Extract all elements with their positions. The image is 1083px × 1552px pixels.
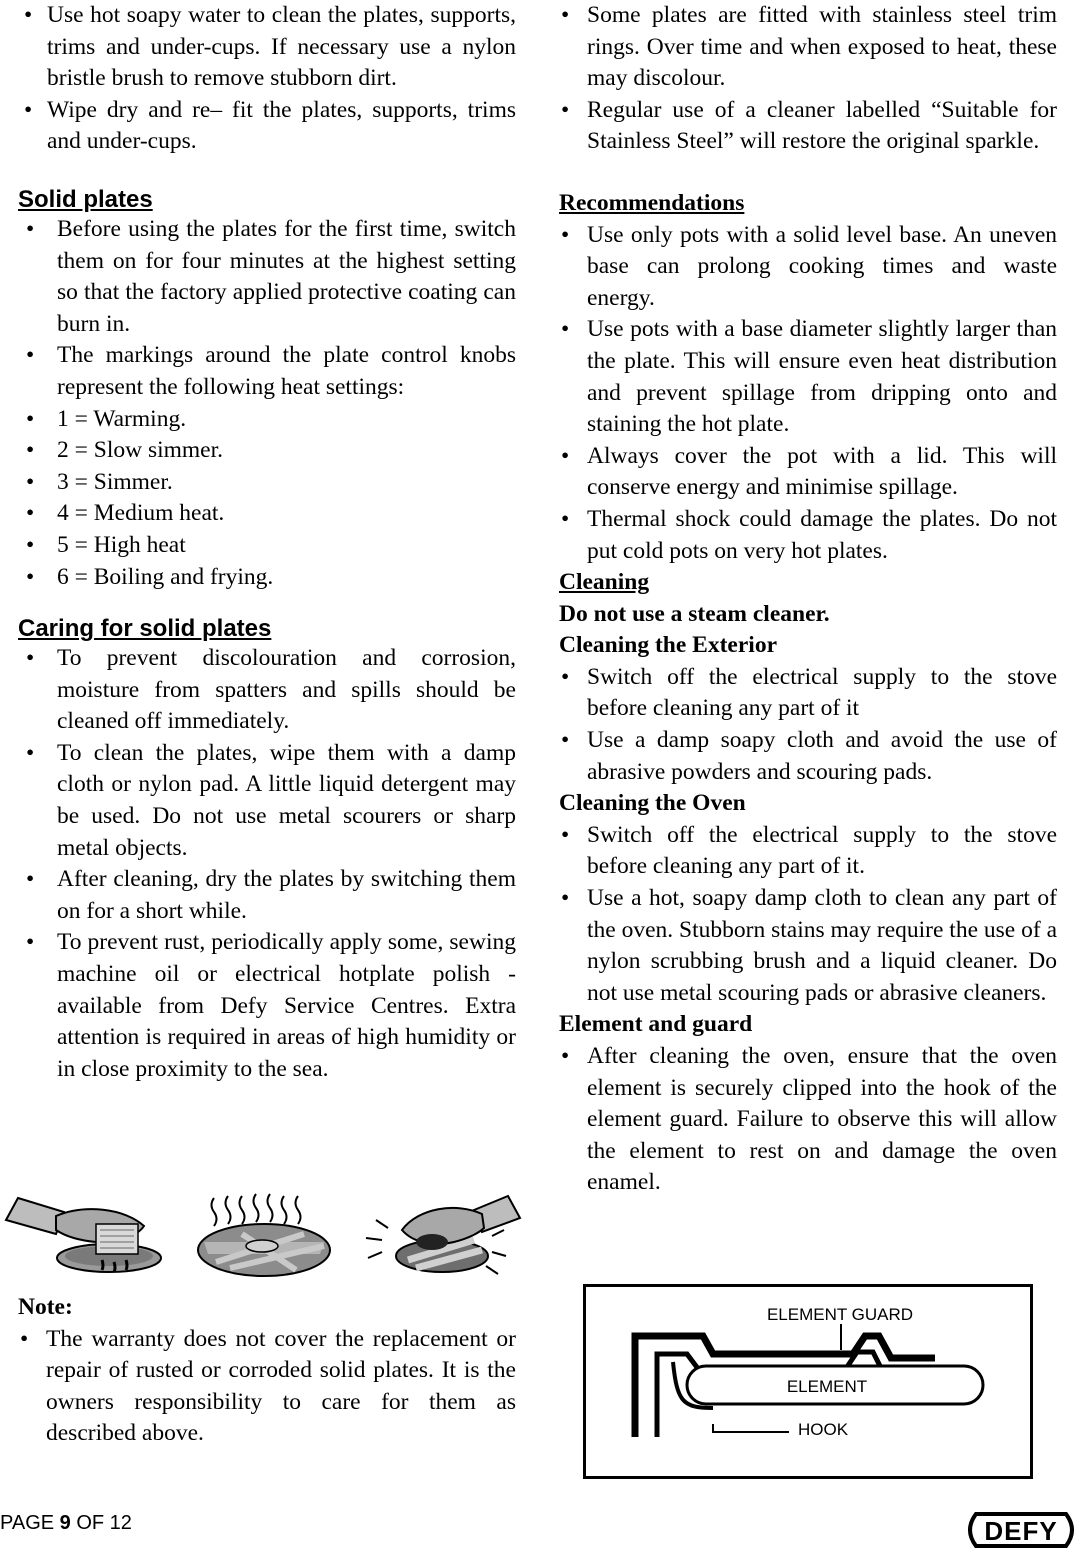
page-mid: OF [70, 1512, 110, 1534]
list-item: • 3 = Simmer. [18, 467, 516, 499]
note-list [18, 1324, 516, 1450]
list-item: • 5 = High heat [18, 530, 516, 562]
steam-cleaner-warning: Do not use a steam cleaner. [559, 600, 830, 627]
cleaning-exterior-list [559, 662, 1057, 788]
page-number: 9 [59, 1512, 71, 1534]
hook-label: HOOK [798, 1420, 849, 1439]
list-item: • The warranty does not cover the replacement or repair of rusted or corroded solid plates. It is the owners responsibility to care for them as described above. [18, 1324, 516, 1450]
list-item: • Use a hot, soapy damp cloth to clean any part of the oven. Stubborn stains may require the use of a nylon scrubbing brush and a liquid cleaner. Do not use metal scouring pads or abrasive cleaners. [559, 883, 1057, 1009]
list-item: • Always cover the pot with a lid. This will conserve energy and minimise spillage. [559, 441, 1057, 504]
note-section [18, 1292, 516, 1450]
element-label: ELEMENT [786, 1377, 868, 1396]
list-item: • 6 = Boiling and frying. [18, 562, 516, 594]
element-guard-heading: Element and guard [559, 1011, 753, 1038]
list-item: • Use a damp soapy cloth and avoid the use of abrasive powders and scouring pads. [559, 725, 1057, 788]
left-column [18, 0, 516, 1085]
list-item: • Switch off the electrical supply to the stove before cleaning any part of it [559, 662, 1057, 725]
element-guard-list [559, 1041, 1057, 1199]
hand-wiping-plate-icon [6, 1198, 161, 1272]
list-item: • Regular use of a cleaner labelled “Suitable for Stainless Steel” will restore the original sparkle. [559, 95, 1057, 158]
list-item: • Wipe dry and re– fit the plates, supports, trims and under-cups. [18, 95, 516, 158]
list-item: • 1 = Warming. [18, 404, 516, 436]
list-item: • Use pots with a base diameter slightly larger than the plate. This will ensure even heat distribution and prevent spillage from dripping onto and staining the hot plate. [559, 314, 1057, 440]
cleaning-exterior-heading: Cleaning the Exterior [559, 632, 777, 659]
list-item: • Use only pots with a solid level base. An uneven base can prolong cooking times and waste energy. [559, 220, 1057, 315]
list-item: • Some plates are fitted with stainless steel trim rings. Over time and when exposed to heat, these may discolour. [559, 0, 1057, 95]
list-item: • 2 = Slow simmer. [18, 435, 516, 467]
caring-list [18, 643, 516, 1085]
note-heading: Note: [18, 1294, 73, 1320]
page-prefix: PAGE [0, 1512, 60, 1534]
list-item: • To clean the plates, wipe them with a damp cloth or nylon pad. A little liquid detergent may be used. Do not use metal scourers or sharp metal objects. [18, 738, 516, 864]
left-intro-list [18, 0, 516, 158]
cleaning-heading: Cleaning [559, 569, 650, 596]
element-guard-label: ELEMENT GUARD [766, 1305, 914, 1324]
element-guard-diagram [583, 1284, 1033, 1479]
recommendations-list [559, 220, 1057, 568]
right-column [559, 0, 1057, 1199]
list-item: • Use hot soapy water to clean the plates, supports, trims and under-cups. If necessary use a nylon bristle brush to remove stubborn dirt. [18, 0, 516, 95]
cleaning-oven-heading: Cleaning the Oven [559, 790, 746, 817]
plate-care-illustration [4, 1190, 524, 1280]
cleaning-oven-list [559, 820, 1057, 1010]
list-item: • After cleaning the oven, ensure that the oven element is securely clipped into the hook of the element guard. Failure to observe this will allow the element to rest on and damage the oven enamel. [559, 1041, 1057, 1199]
logo-text: DEFY [984, 1516, 1058, 1546]
list-item: • Before using the plates for the first time, switch them on for four minutes at the highest setting so that the factory applied protective coating can burn in. [18, 214, 516, 340]
hand-polishing-plate-icon [366, 1196, 520, 1274]
right-intro-list [559, 0, 1057, 158]
recommendations-heading: Recommendations [559, 189, 745, 216]
list-item: • To prevent rust, periodically apply some, sewing machine oil or electrical hotplate polish - available from Defy Service Centres. Extra attention is required in areas of high humidity or in close proximity to the sea. [18, 927, 516, 1085]
list-item: • 4 = Medium heat. [18, 498, 516, 530]
list-item: • To prevent discolouration and corrosion, moisture from spatters and spills should be cleaned off immediately. [18, 643, 516, 738]
page-footer [0, 1511, 132, 1535]
list-item: • The markings around the plate control knobs represent the following heat settings: [18, 340, 516, 403]
solid-plates-list [18, 214, 516, 593]
solid-plates-heading: Solid plates [18, 185, 153, 213]
heating-plate-icon [198, 1194, 330, 1276]
list-item: • Switch off the electrical supply to the stove before cleaning any part of it. [559, 820, 1057, 883]
defy-logo [962, 1510, 1080, 1550]
list-item: • Thermal shock could damage the plates. Do not put cold pots on very hot plates. [559, 504, 1057, 567]
page-total: 12 [109, 1512, 132, 1534]
caring-heading: Caring for solid plates [18, 615, 272, 643]
list-item: • After cleaning, dry the plates by switching them on for a short while. [18, 864, 516, 927]
